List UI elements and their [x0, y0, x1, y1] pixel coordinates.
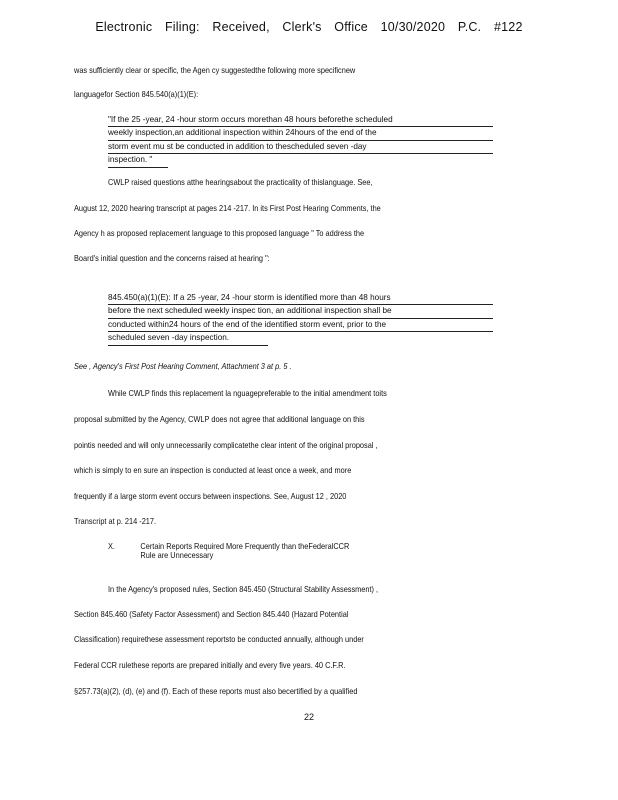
quote-1-line-1: "If the 25 -year, 24 -hour storm occurs morethan 48 hours beforethe scheduled [108, 114, 493, 127]
paragraph-4-line-3: Classification) requirethese assessment reportsto be conducted annually, although under [74, 635, 364, 644]
paragraph-1-line-2: languagefor Section 845.540(a)(1)(E): [74, 90, 199, 99]
paragraph-2-line-1: CWLP raised questions atthe hearingsabout the practicality of thislanguage. See, [108, 178, 373, 187]
paragraph-4-line-5: §257.73(a)(2), (d), (e) and (f). Each of these reports must also becertified by a qualified [74, 687, 358, 696]
quote-1-line-3: storm event mu st be conducted in addition to thescheduled seven -day [108, 141, 493, 154]
quote-2-line-1: 845.450(a)(1)(E): If a 25 -year, 24 -hour storm is identified more than 48 hours [108, 292, 493, 305]
section-number: X. [108, 542, 115, 551]
quote-block-2 [108, 292, 493, 346]
quote-2-line-4: scheduled seven -day inspection. [108, 332, 268, 345]
section-heading-line-1: Certain Reports Required More Frequently than theFederalCCR [140, 542, 350, 551]
quote-block-1 [108, 114, 493, 168]
page-header: Electronic Filing: Received, Clerk's Office 10/30/2020 P.C. #122 [95, 20, 523, 34]
paragraph-3-line-6: Transcript at p. 214 -217. [74, 517, 157, 526]
quote-2-line-2: before the next scheduled weekly inspec tion, an additional inspection shall be [108, 305, 493, 318]
paragraph-4-line-2: Section 845.460 (Safety Factor Assessment) and Section 845.440 (Hazard Potential [74, 610, 349, 619]
paragraph-3-line-2: proposal submitted by the Agency, CWLP does not agree that additional language on this [74, 415, 365, 424]
paragraph-2-line-2: August 12, 2020 hearing transcript at pages 214 -217. In its First Post Hearing Comments, the [74, 204, 381, 213]
quote-2-line-3: conducted within24 hours of the end of the identified storm event, prior to the [108, 319, 493, 332]
page-number: 22 [303, 712, 314, 722]
citation-line: See , Agency's First Post Hearing Comment, Attachment 3 at p. 5 . [74, 362, 292, 371]
paragraph-4-line-4: Federal CCR rulethese reports are prepared initially and every five years. 40 C.F.R. [74, 661, 346, 670]
quote-1-line-4: inspection. " [108, 154, 168, 167]
paragraph-3-line-4: which is simply to en sure an inspection is conducted at least once a week, and more [74, 466, 352, 475]
paragraph-2-line-3: Agency h as proposed replacement language to this proposed language " To address the [74, 229, 365, 238]
paragraph-3-line-1: While CWLP finds this replacement la nguagepreferable to the initial amendment toits [108, 389, 387, 398]
paragraph-2-line-4: Board's initial question and the concerns raised at hearing ": [74, 254, 270, 263]
paragraph-1-line-1: was sufficiently clear or specific, the Agen cy suggestedthe following more specificnew [74, 66, 356, 75]
paragraph-4-line-1: In the Agency's proposed rules, Section 845.450 (Structural Stability Assessment) , [108, 585, 379, 594]
section-heading-line-2: Rule are Unnecessary [140, 551, 214, 560]
section-heading [108, 542, 349, 560]
quote-1-line-2: weekly inspection,an additional inspection within 24hours of the end of the [108, 127, 493, 140]
paragraph-3-line-5: frequently if a large storm event occurs between inspections. See, August 12 , 2020 [74, 492, 347, 501]
paragraph-3-line-3: pointis needed and will only unnecessarily complicatethe clear intent of the original proposal , [74, 441, 378, 450]
